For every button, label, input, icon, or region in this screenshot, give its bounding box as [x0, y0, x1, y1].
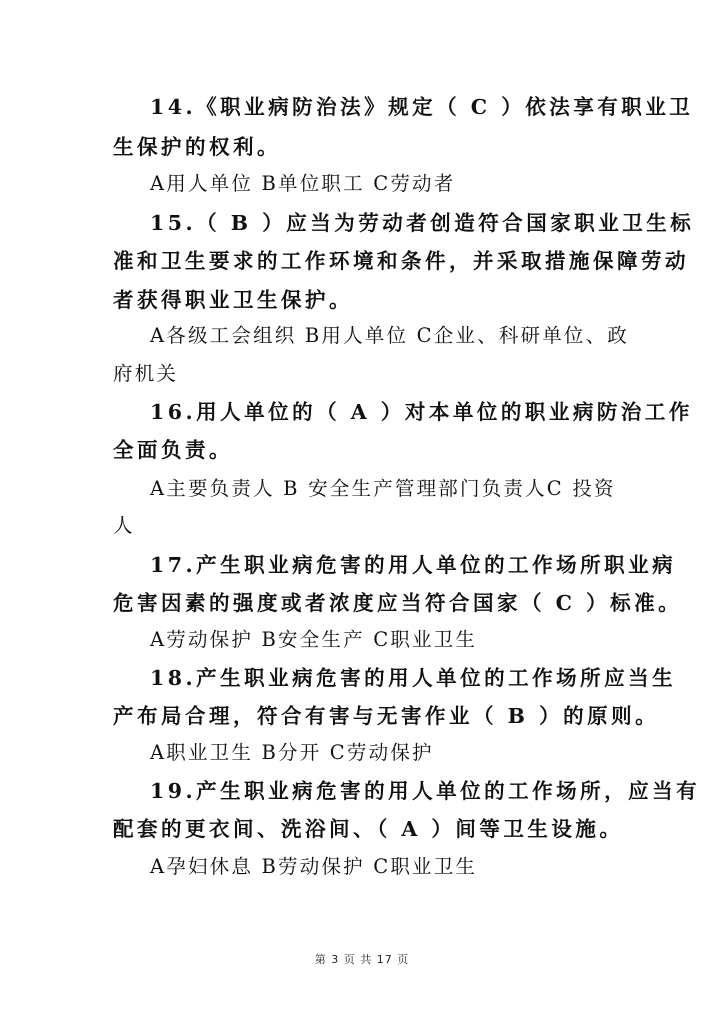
- question-16-line-2: 全面负责。: [113, 438, 233, 462]
- question-14-line-2: 生保护的权利。: [113, 135, 281, 159]
- question-15-line-3: 者获得职业卫生保护。: [113, 288, 353, 312]
- question-15-line-2: 准和卫生要求的工作环境和条件，并采取措施保障劳动: [113, 249, 689, 273]
- page-number-footer: 第 3 页 共 17 页: [314, 953, 410, 966]
- question-19-line-2: 配套的更衣间、洗浴间、（ A ）间等卫生设施。: [113, 817, 624, 841]
- question-18-options: A职业卫生 B分开 C劳动保护: [150, 741, 434, 764]
- question-17-line-1: 17.产生职业病危害的用人单位的工作场所职业病: [150, 553, 677, 577]
- question-18-line-2: 产布局合理，符合有害与无害作业（ B ）的原则。: [113, 704, 660, 728]
- question-18-line-1: 18.产生职业病危害的用人单位的工作场所应当生: [150, 666, 677, 690]
- question-19-options: A孕妇休息 B劳动保护 C职业卫生: [150, 855, 478, 878]
- question-15-line-1: 15.（ B ）应当为劳动者创造符合国家职业卫生标: [150, 211, 695, 235]
- question-14-line-1: 14.《职业病防治法》规定（ C ）依法享有职业卫: [150, 95, 694, 119]
- question-17-line-2: 危害因素的强度或者浓度应当符合国家（ C ）标准。: [113, 591, 683, 615]
- question-19-line-1: 19.产生职业病危害的用人单位的工作场所，应当有: [150, 779, 701, 803]
- question-16-line-1: 16.用人单位的（ A ）对本单位的职业病防治工作: [150, 400, 693, 424]
- question-16-options-line-2: 人: [113, 514, 135, 537]
- question-14-options: A用人单位 B单位职工 C劳动者: [150, 172, 456, 195]
- question-16-options-line-1: A主要负责人 B 安全生产管理部门负责人C 投资: [150, 477, 616, 500]
- question-17-options: A劳动保护 B安全生产 C职业卫生: [150, 628, 478, 651]
- question-15-options-line-2: 府机关: [113, 362, 179, 385]
- question-15-options-line-1: A各级工会组织 B用人单位 C企业、科研单位、政: [150, 324, 630, 347]
